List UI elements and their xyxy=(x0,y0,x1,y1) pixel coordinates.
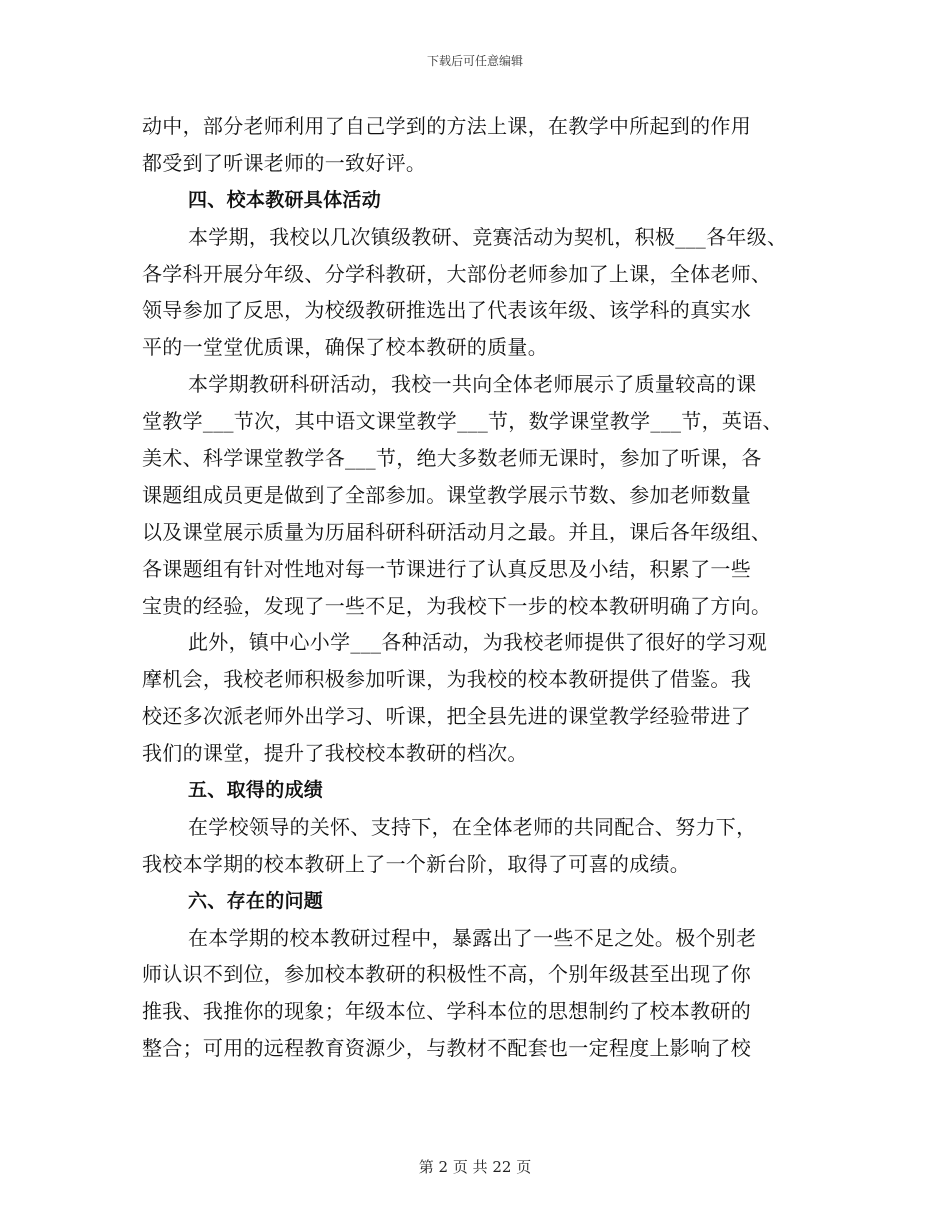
paragraph-line: 我校本学期的校本教研上了一个新台阶，取得了可喜的成绩。 xyxy=(142,851,691,876)
paragraph-line: 堂教学___节次，其中语文课堂教学___节，数学课堂教学___节，英语、 xyxy=(142,409,783,434)
paragraph-line: 整合；可用的远程教育资源少，与教材不配套也一定程度上影响了校 xyxy=(142,1036,751,1061)
paragraph-first-line: 本学期，我校以几次镇级教研、竞赛活动为契机，积极___各年级、 xyxy=(188,224,788,249)
paragraph-line: 校还多次派老师外出学习、听课，把全县先进的课堂教学经验带进了 xyxy=(142,704,751,729)
document-body xyxy=(142,108,832,1067)
paragraph-line: 以及课堂展示质量为历届科研科研活动月之最。并且，课后各年级组、 xyxy=(142,519,772,544)
paragraph-line: 摩机会，我校老师积极参加听课，为我校的校本教研提供了借鉴。我 xyxy=(142,667,751,692)
paragraph-first-line: 在学校领导的关怀、支持下，在全体老师的共同配合、努力下， xyxy=(188,814,757,839)
section-heading: 六、存在的问题 xyxy=(188,889,324,912)
paragraph-line: 动中，部分老师利用了自己学到的方法上课，在教学中所起到的作用 xyxy=(142,114,751,138)
paragraph-line: 各课题组有针对性地对每一节课进行了认真反思及小结，积累了一些 xyxy=(142,556,751,581)
paragraph-first-line: 本学期教研科研活动，我校一共向全体老师展示了质量较高的课 xyxy=(188,372,757,397)
paragraph-first-line: 在本学期的校本教研过程中，暴露出了一些不足之处。极个别老 xyxy=(188,925,757,950)
paragraph-line: 领导参加了反思，为校级教研推选出了代表该年级、该学科的真实水 xyxy=(142,298,751,323)
paragraph-line: 师认识不到位，参加校本教研的积极性不高，个别年级甚至出现了你 xyxy=(142,962,751,987)
section-heading: 五、取得的成绩 xyxy=(188,779,324,802)
page-footer: 第 2 页 共 22 页 xyxy=(418,1158,532,1176)
paragraph-line: 宝贵的经验，发现了一些不足，为我校下一步的校本教研明确了方向。 xyxy=(142,593,772,618)
paragraph-line: 我们的课堂，提升了我校校本教研的档次。 xyxy=(142,741,528,766)
paragraph-line: 各学科开展分年级、分学科教研，大部份老师参加了上课，全体老师、 xyxy=(142,261,772,286)
paragraph-line: 都受到了听课老师的一致好评。 xyxy=(142,150,427,175)
section-heading: 四、校本教研具体活动 xyxy=(188,188,382,211)
paragraph-line: 平的一堂堂优质课，确保了校本教研的质量。 xyxy=(142,335,548,360)
paragraph-line: 推我、我推你的现象；年级本位、学科本位的思想制约了校本教研的 xyxy=(142,999,751,1024)
paragraph-first-line: 此外，镇中心小学___各种活动，为我校老师提供了很好的学习观 xyxy=(188,630,767,655)
page-header: 下载后可任意编辑 xyxy=(426,54,523,68)
paragraph-line: 美术、科学课堂教学各___节，绝大多数老师无课时，参加了听课，各 xyxy=(142,446,762,471)
paragraph-line: 课题组成员更是做到了全部参加。课堂教学展示节数、参加老师数量 xyxy=(142,482,751,507)
